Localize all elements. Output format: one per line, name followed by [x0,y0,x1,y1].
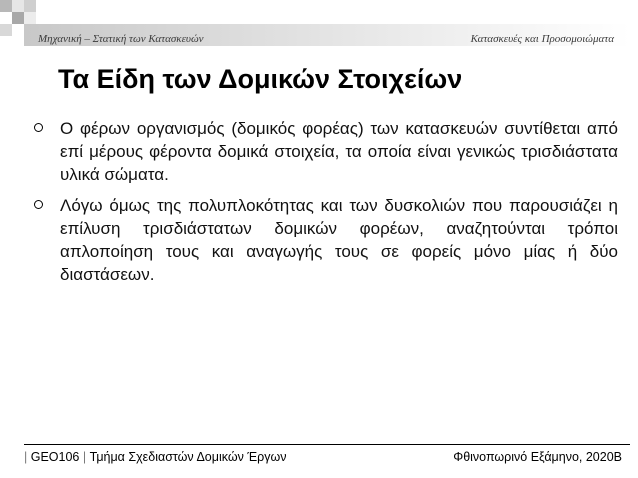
decor-square [24,0,36,12]
footer [24,450,630,464]
decor-square [24,12,36,24]
footer-divider [24,444,630,445]
decor-square [0,24,12,36]
footer-course-code: GEO106 [30,450,80,464]
footer-separator: | [82,450,87,464]
bullet-text: Λόγω όμως της πολυπλοκότητας και των δυσκολιών που παρουσιάζει η επίλυση τρισδιάστατων δομικών φορέων, αναζητούνται τρόποι απλοποίηση τους και αναγωγής τους σε φορείς μόνο μίας ή δύο διαστάσεων. [60,196,618,284]
bullet-item [34,117,618,186]
bullet-circle-icon [34,123,43,132]
bullet-list [34,117,618,294]
bullet-circle-icon [34,200,43,209]
decor-square [0,0,12,12]
bullet-text: Ο φέρων οργανισμός (δομικός φορέας) των κατασκευών συντίθεται από επί μέρους φέροντα δομικά στοιχεία, τα οποία είναι γενικώς τρισδιάστατα υλικά σώματα. [60,119,618,184]
header-left-text: Μηχανική – Στατική των Κατασκευών [38,33,204,45]
decor-square [12,0,24,12]
header-right-text: Κατασκευές και Προσομοιώματα [470,33,614,45]
footer-separator: | [24,450,28,464]
bullet-item [34,194,618,286]
decor-square [12,12,24,24]
footer-semester: Φθινοπωρινό Εξάμηνο, 2020Β [453,450,622,464]
footer-department: Τμήμα Σχεδιαστών Δομικών Έργων [89,450,287,464]
slide-title: Τα Είδη των Δομικών Στοιχείων [58,64,463,94]
